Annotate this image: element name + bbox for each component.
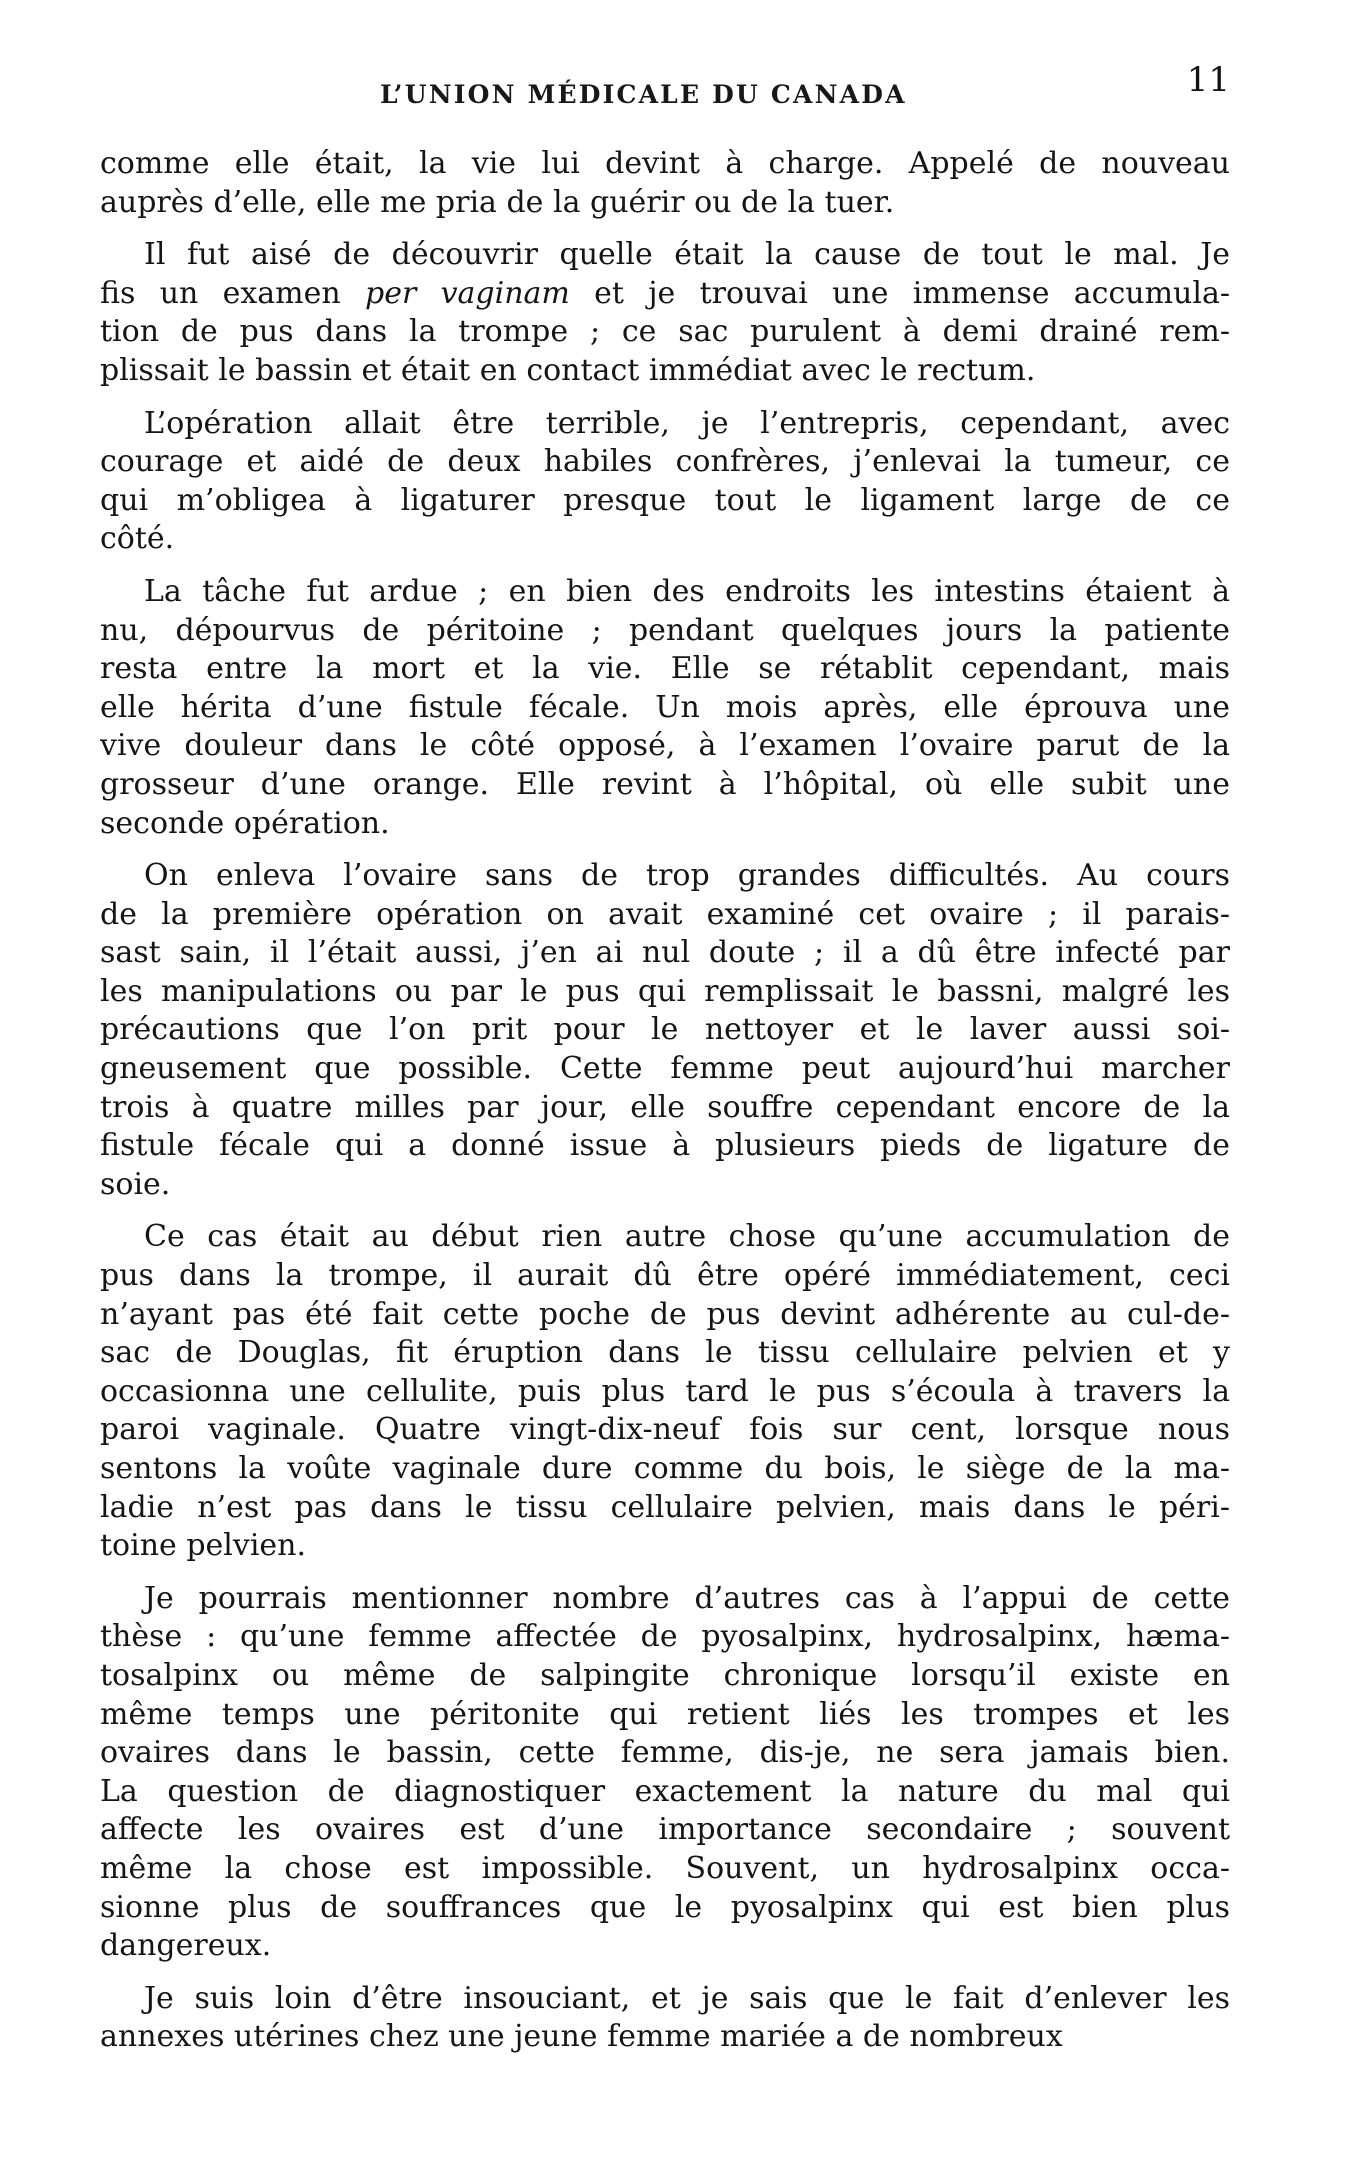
text-line: annexes utérines chez une jeune femme mariée a de nombreux — [100, 2019, 1063, 2055]
text-line: Je pourrais mentionner nombre d’autres cas à l’appui de cette — [144, 1580, 1230, 1616]
text-line: seconde opération. — [100, 805, 390, 841]
text-line: de la première opération on avait examiné cet ovaire ; il parais- — [100, 896, 1230, 932]
text-line: trois à quatre milles par jour, elle souffre cependant encore de la — [100, 1089, 1230, 1125]
text-line: affecte les ovaires est d’une importance secondaire ; souvent — [100, 1812, 1230, 1848]
text-line: sac de Douglas, fit éruption dans le tissu cellulaire pelvien et y — [100, 1335, 1230, 1371]
text-line: toine pelvien. — [100, 1528, 307, 1564]
text-line: sionne plus de souffrances que le pyosalpinx qui est bien plus — [100, 1889, 1230, 1925]
text-line: dangereux. — [100, 1928, 272, 1964]
text-line: tion de pus dans la trompe ; ce sac purulent à demi drainé rem- — [100, 314, 1230, 350]
text-line: tosalpinx ou même de salpingite chronique lorsqu’il existe en — [100, 1657, 1230, 1693]
text-line: sast sain, il l’était aussi, j’en ai nul doute ; il a dû être infecté par — [100, 935, 1230, 971]
italic-phrase: per vaginam — [365, 275, 570, 311]
text-line: Je suis loin d’être insouciant, et je sais que le fait d’enlever les — [144, 1980, 1230, 2016]
body-text — [100, 145, 1230, 2071]
paragraph — [100, 1218, 1230, 1565]
text-line: gneusement que possible. Cette femme peut aujourd’hui marcher — [100, 1051, 1230, 1087]
text-line: thèse : qu’une femme affectée de pyosalpinx, hydrosalpinx, hæma- — [100, 1619, 1230, 1655]
text-line: soie. — [100, 1166, 171, 1202]
text-line: occasionna une cellulite, puis plus tard le pus s’écoula à travers la — [100, 1373, 1230, 1409]
text-line: elle hérita d’une fistule fécale. Un mois après, elle éprouva une — [100, 689, 1230, 725]
text-line: grosseur d’une orange. Elle revint à l’hôpital, où elle subit une — [100, 766, 1230, 802]
text-line: courage et aidé de deux habiles confrères, j’enlevai la tumeur, ce — [100, 444, 1230, 480]
paragraph — [100, 145, 1230, 222]
page-header — [100, 52, 1230, 112]
text-line: fistule fécale qui a donné issue à plusieurs pieds de ligature de — [100, 1128, 1230, 1164]
text-line: nu, dépourvus de péritoine ; pendant quelques jours la patiente — [100, 612, 1230, 648]
text-line: auprès d’elle, elle me pria de la guérir ou de la tuer. — [100, 184, 895, 220]
text-line: même temps une péritonite qui retient liés les trompes et les — [100, 1696, 1230, 1732]
text-line: plissait le bassin et était en contact immédiat avec le rectum. — [100, 352, 1036, 388]
text-line: La tâche fut ardue ; en bien des endroits les intestins étaient à — [144, 573, 1230, 609]
text-line: fis un examen per vaginam et je trouvai une immense accumula- — [100, 275, 1230, 311]
running-title: L’UNION MÉDICALE DU CANADA — [380, 80, 907, 109]
text-line: comme elle était, la vie lui devint à charge. Appelé de nouveau — [100, 146, 1230, 181]
text-line: pus dans la trompe, il aurait dû être opéré immédiatement, ceci — [100, 1258, 1230, 1294]
paragraph — [100, 1580, 1230, 1966]
text-line: ladie n’est pas dans le tissu cellulaire pelvien, mais dans le péri- — [100, 1489, 1230, 1525]
text-line: les manipulations ou par le pus qui remplissait le bassni, malgré les — [100, 973, 1230, 1009]
paragraph — [100, 236, 1230, 390]
text-line: n’ayant pas été fait cette poche de pus devint adhérente au cul-de- — [100, 1296, 1230, 1332]
text-line: vive douleur dans le côté opposé, à l’examen l’ovaire parut de la — [100, 728, 1230, 764]
text-line: Ce cas était au début rien autre chose qu’une accumulation de — [144, 1219, 1230, 1255]
text-line: sentons la voûte vaginale dure comme du bois, le siège de la ma- — [100, 1451, 1230, 1486]
text-line: Il fut aisé de découvrir quelle était la cause de tout le mal. Je — [144, 237, 1230, 273]
paragraph — [100, 405, 1230, 559]
text-line: paroi vaginale. Quatre vingt-dix-neuf fois sur cent, lorsque nous — [100, 1412, 1230, 1448]
paragraph — [100, 573, 1230, 843]
text-line: précautions que l’on prit pour le nettoyer et le laver aussi soi- — [100, 1012, 1230, 1048]
text-line: On enleva l’ovaire sans de trop grandes difficultés. Au cours — [144, 858, 1230, 894]
paragraph — [100, 857, 1230, 1204]
text-line: même la chose est impossible. Souvent, un hydrosalpinx occa- — [100, 1850, 1230, 1886]
page-number: 11 — [1186, 60, 1230, 100]
text-line: L’opération allait être terrible, je l’entrepris, cependant, avec — [144, 405, 1230, 441]
text-line: ovaires dans le bassin, cette femme, dis-je, ne sera jamais bien. — [100, 1735, 1230, 1771]
text-line: côté. — [100, 521, 175, 557]
text-line: qui m’obligea à ligaturer presque tout le ligament large de ce — [100, 482, 1230, 518]
text-line: resta entre la mort et la vie. Elle se rétablit cependant, mais — [100, 651, 1230, 687]
text-line: La question de diagnostiquer exactement la nature du mal qui — [100, 1773, 1230, 1809]
paragraph — [100, 1980, 1230, 2057]
